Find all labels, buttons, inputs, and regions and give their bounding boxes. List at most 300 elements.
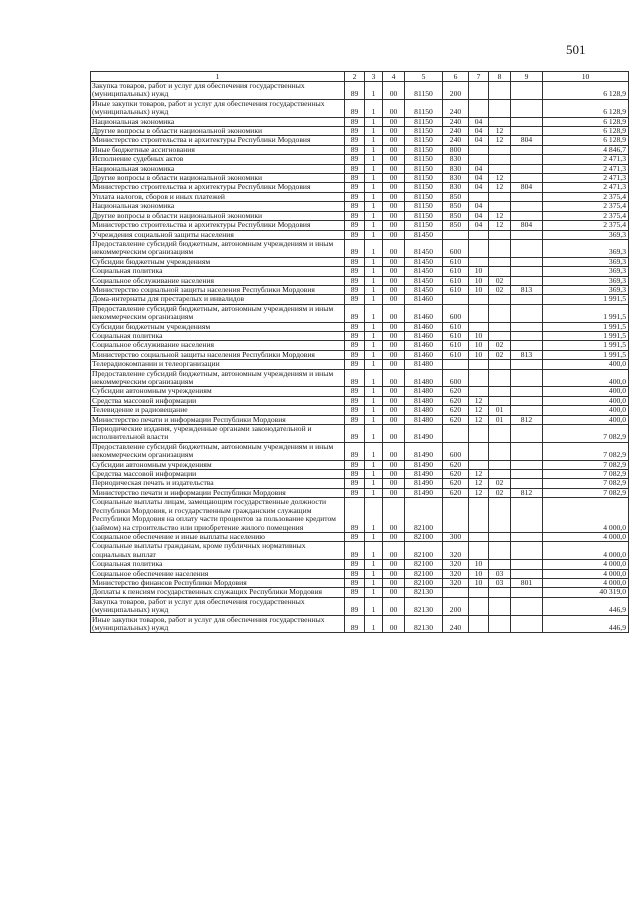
table-cell: 6 128,9 [543,82,629,100]
table-cell: Социальное обслуживание населения [91,276,345,285]
table-cell: 4 000,0 [543,542,629,560]
table-cell: 81460 [405,304,443,322]
table-cell: 00 [383,239,405,257]
table-cell: 1 [365,304,383,322]
table-cell: 82100 [405,542,443,560]
table-row [91,588,629,597]
table-cell: 1 [365,442,383,460]
table-cell: 89 [345,155,365,164]
table-cell: 1 [365,396,383,405]
table-cell: 1 [365,341,383,350]
table-cell: Субсидии автономным учреждениям [91,387,345,396]
table-cell: 1 [365,183,383,192]
table-cell [469,257,489,266]
table-cell: 801 [511,578,543,587]
table-cell: 00 [383,192,405,201]
table-header-row [91,72,629,82]
table-row [91,276,629,285]
table-cell [511,304,543,322]
table-cell [511,460,543,469]
table-cell: 81150 [405,145,443,154]
table-cell: 89 [345,145,365,154]
table-cell: 81150 [405,99,443,117]
table-cell [443,295,469,304]
table-cell: 89 [345,470,365,479]
table-row [91,331,629,340]
table-cell [469,542,489,560]
table-cell: 610 [443,341,469,350]
table-row [91,396,629,405]
table-cell: Министерство социальной защиты населения Республики Мордовия [91,285,345,294]
table-cell: 369,3 [543,257,629,266]
table-cell: 00 [383,136,405,145]
table-cell: 82100 [405,569,443,578]
table-cell [511,387,543,396]
table-cell: 7 082,9 [543,479,629,488]
table-cell: 600 [443,442,469,460]
table-cell: 600 [443,304,469,322]
table-cell [511,211,543,220]
table-cell [489,360,511,369]
table-cell [511,615,543,633]
table-cell [489,295,511,304]
table-cell: Иные закупки товаров, работ и услуг для обеспечения государственных (муниципальных) нужд [91,615,345,633]
table-cell: 7 082,9 [543,442,629,460]
table-cell: 89 [345,498,365,533]
table-row [91,202,629,211]
table-cell [489,155,511,164]
table-cell: 300 [443,532,469,541]
table-cell: 89 [345,295,365,304]
table-cell: 400,0 [543,360,629,369]
table-cell: Дома-интернаты для престарелых и инвалидов [91,295,345,304]
table-cell [489,498,511,533]
table-cell: 240 [443,136,469,145]
table-cell [511,569,543,578]
table-cell: 200 [443,82,469,100]
table-cell: 1 [365,174,383,183]
table-cell [489,470,511,479]
table-cell: 81480 [405,406,443,415]
table-cell: 4 000,0 [543,578,629,587]
table-cell: 1 991,5 [543,331,629,340]
table-cell [511,322,543,331]
table-cell: 620 [443,479,469,488]
table-cell: Социальные выплаты лицам, замещающим государственные должности Республики Мордовия, и государственным гражданским служащим Республики Мордовия на оплату части процентов за пользование кредитом (займом) на строительство или приобретение жилого помещения [91,498,345,533]
table-cell: 89 [345,127,365,136]
table-cell: 12 [489,136,511,145]
table-cell: Министерство печати и информации Республики Мордовия [91,415,345,424]
table-cell: 81150 [405,127,443,136]
table-cell [469,442,489,460]
table-cell [469,82,489,100]
table-cell: 04 [469,164,489,173]
table-cell: 804 [511,221,543,230]
table-cell: 01 [489,415,511,424]
table-cell: 89 [345,276,365,285]
table-cell: 81490 [405,442,443,460]
table-cell: 804 [511,183,543,192]
table-cell: 1 [365,460,383,469]
table-cell: 82100 [405,498,443,533]
table-cell: Министерство печати и информации Республики Мордовия [91,488,345,497]
table-cell: 6 128,9 [543,136,629,145]
table-cell: 40 319,0 [543,588,629,597]
table-cell: 813 [511,350,543,359]
table-cell: 1 991,5 [543,304,629,322]
table-cell: 813 [511,285,543,294]
table-cell: 81490 [405,479,443,488]
column-header: 9 [511,72,543,82]
table-cell: 00 [383,82,405,100]
table-cell: 81450 [405,239,443,257]
table-cell [511,542,543,560]
table-cell: 02 [489,488,511,497]
table-cell: 00 [383,183,405,192]
table-cell [489,542,511,560]
table-row [91,406,629,415]
table-cell: 82100 [405,578,443,587]
table-cell: 04 [469,183,489,192]
table-row [91,267,629,276]
table-cell: 00 [383,488,405,497]
table-cell: 89 [345,588,365,597]
table-cell: 1 [365,425,383,443]
table-cell [511,442,543,460]
table-cell: 00 [383,406,405,415]
table-cell: 1 [365,257,383,266]
table-cell: 81480 [405,396,443,405]
table-cell: Министерство строительства и архитектуры Республики Мордовия [91,221,345,230]
table-cell: 1 [365,192,383,201]
table-cell: 89 [345,183,365,192]
table-cell: 610 [443,285,469,294]
table-cell: 200 [443,597,469,615]
table-cell: 1 [365,560,383,569]
column-header: 6 [443,72,469,82]
table-cell: 2 471,3 [543,164,629,173]
table-row [91,560,629,569]
table-cell: 10 [469,267,489,276]
table-cell: 00 [383,127,405,136]
table-cell: 89 [345,239,365,257]
table-cell: 6 128,9 [543,127,629,136]
table-cell [511,341,543,350]
table-cell: 400,0 [543,396,629,405]
table-cell: 1 [365,569,383,578]
table-cell: 00 [383,479,405,488]
table-cell [489,192,511,201]
table-cell [511,202,543,211]
table-cell: 2 471,3 [543,183,629,192]
table-cell [469,322,489,331]
table-cell: 1 [365,230,383,239]
table-cell: 10 [469,276,489,285]
table-cell: 4 846,7 [543,145,629,154]
table-cell: 00 [383,155,405,164]
table-cell: 10 [469,578,489,587]
table-cell: 1 [365,498,383,533]
table-cell: 00 [383,569,405,578]
table-cell [511,295,543,304]
table-cell [511,127,543,136]
table-row [91,257,629,266]
table-cell: Национальная экономика [91,202,345,211]
table-cell: Субсидии бюджетным учреждениям [91,257,345,266]
table-cell: Предоставление субсидий бюджетным, автономным учреждениям и иным некоммерческим организациям [91,369,345,387]
table-cell: 400,0 [543,387,629,396]
table-cell: 81450 [405,230,443,239]
table-cell: Министерство финансов Республики Мордовия [91,578,345,587]
table-cell: 7 082,9 [543,460,629,469]
table-cell: 610 [443,322,469,331]
table-cell: 00 [383,304,405,322]
table-cell [443,360,469,369]
table-row [91,99,629,117]
table-cell: 00 [383,295,405,304]
page-number: 501 [566,42,586,57]
table-cell: 81150 [405,211,443,220]
table-cell: 2 375,4 [543,221,629,230]
table-row [91,322,629,331]
table-row [91,164,629,173]
table-cell: 89 [345,597,365,615]
table-cell: 400,0 [543,406,629,415]
table-cell: 04 [469,136,489,145]
table-cell [469,369,489,387]
table-cell: 89 [345,221,365,230]
table-cell [489,145,511,154]
table-cell: 1 [365,285,383,294]
table-cell: 03 [489,578,511,587]
table-cell: 89 [345,202,365,211]
table-cell: 1 [365,597,383,615]
table-cell [511,396,543,405]
table-cell [489,117,511,126]
table-cell [511,498,543,533]
table-cell: 369,3 [543,239,629,257]
table-cell [443,230,469,239]
table-cell: Социальное обеспечение и иные выплаты населению [91,532,345,541]
table-cell: 4 000,0 [543,532,629,541]
table-row [91,117,629,126]
table-cell: 04 [469,202,489,211]
table-cell: 12 [469,479,489,488]
table-cell [511,369,543,387]
table-cell [511,406,543,415]
table-cell: 1 [365,406,383,415]
table-cell: 81450 [405,267,443,276]
table-cell: 00 [383,578,405,587]
table-cell: Национальная экономика [91,164,345,173]
table-cell: 1 991,5 [543,350,629,359]
table-cell: 12 [469,470,489,479]
table-cell [511,360,543,369]
table-row [91,350,629,359]
table-cell: Социальная политика [91,560,345,569]
table-cell: 89 [345,99,365,117]
table-cell [511,174,543,183]
table-cell: 830 [443,164,469,173]
table-cell: 600 [443,239,469,257]
table-cell [511,82,543,100]
table-cell: 2 471,3 [543,174,629,183]
table-cell: 82100 [405,560,443,569]
table-cell: 812 [511,488,543,497]
table-cell: 12 [489,174,511,183]
table-cell [511,331,543,340]
table-cell: 620 [443,415,469,424]
table-cell: 610 [443,276,469,285]
table-cell: 02 [489,350,511,359]
table-cell: 02 [489,341,511,350]
table-cell: 01 [489,406,511,415]
table-cell: 7 082,9 [543,488,629,497]
table-row [91,127,629,136]
table-cell: Социальное обеспечение населения [91,569,345,578]
table-cell: Предоставление субсидий бюджетным, автономным учреждениям и иным некоммерческим организациям [91,239,345,257]
table-cell: 6 128,9 [543,117,629,126]
table-cell: 12 [469,488,489,497]
table-cell: 81450 [405,285,443,294]
table-row [91,183,629,192]
table-cell: 1 [365,136,383,145]
table-row [91,542,629,560]
table-cell: 81150 [405,136,443,145]
table-cell: 00 [383,276,405,285]
table-cell [489,396,511,405]
table-cell: 240 [443,117,469,126]
table-cell: 04 [469,221,489,230]
table-cell: 1 [365,221,383,230]
table-cell: 00 [383,285,405,294]
table-cell: Социальные выплаты гражданам, кроме публичных нормативных социальных выплат [91,542,345,560]
table-cell [511,192,543,201]
table-cell: 00 [383,257,405,266]
table-cell [489,267,511,276]
table-cell: 2 375,4 [543,202,629,211]
table-cell: 00 [383,615,405,633]
table-row [91,415,629,424]
table-cell: 830 [443,155,469,164]
table-cell: 1 [365,211,383,220]
table-cell: 89 [345,615,365,633]
table-cell: 1 991,5 [543,341,629,350]
table-cell: 89 [345,488,365,497]
table-row [91,221,629,230]
table-cell: 00 [383,331,405,340]
table-cell: Социальная политика [91,331,345,340]
table-cell: 00 [383,267,405,276]
table-cell: 89 [345,267,365,276]
table-cell: 240 [443,127,469,136]
table-cell [489,164,511,173]
table-row [91,82,629,100]
table-cell: 610 [443,257,469,266]
table-cell: 369,3 [543,276,629,285]
table-row [91,304,629,322]
table-cell: 1 [365,322,383,331]
table-cell: 00 [383,350,405,359]
table-cell: 1 [365,127,383,136]
table-row [91,360,629,369]
table-cell [489,202,511,211]
table-cell: 81460 [405,322,443,331]
table-cell [443,425,469,443]
table-cell: 1 [365,82,383,100]
table-cell: 4 000,0 [543,560,629,569]
table-cell: 00 [383,532,405,541]
table-cell [489,230,511,239]
table-cell [469,532,489,541]
table-cell [489,460,511,469]
table-row [91,578,629,587]
table-cell: 00 [383,341,405,350]
table-cell: 6 128,9 [543,99,629,117]
table-cell: 00 [383,164,405,173]
table-cell [469,597,489,615]
table-cell: Закупка товаров, работ и услуг для обеспечения государственных (муниципальных) нужд [91,597,345,615]
table-cell: 610 [443,350,469,359]
table-cell: Социальное обслуживание населения [91,341,345,350]
table-cell: 89 [345,532,365,541]
table-cell: 446,9 [543,597,629,615]
table-cell: 610 [443,331,469,340]
table-cell: 369,3 [543,230,629,239]
table-cell [489,387,511,396]
table-cell: 7 082,9 [543,425,629,443]
table-row [91,239,629,257]
table-cell [469,192,489,201]
table-cell: 369,3 [543,267,629,276]
table-cell: 2 375,4 [543,211,629,220]
table-cell [469,387,489,396]
table-cell [511,145,543,154]
column-header: 10 [543,72,629,82]
table-cell: 81450 [405,276,443,285]
table-row [91,369,629,387]
table-cell: 369,3 [543,285,629,294]
table-cell: Министерство социальной защиты населения Республики Мордовия [91,350,345,359]
table-cell: 12 [469,396,489,405]
table-cell: 00 [383,387,405,396]
table-cell: 81150 [405,164,443,173]
table-cell: Телевидение и радиовещание [91,406,345,415]
table-row [91,387,629,396]
table-cell: 81450 [405,257,443,266]
table-cell: 1 [365,276,383,285]
table-row [91,192,629,201]
table-row [91,488,629,497]
table-cell: 81460 [405,295,443,304]
table-cell: Закупка товаров, работ и услуг для обеспечения государственных (муниципальных) нужд [91,82,345,100]
table-cell: 1 991,5 [543,295,629,304]
table-row [91,569,629,578]
table-cell: 1 [365,155,383,164]
table-cell: 610 [443,267,469,276]
table-cell: 82130 [405,597,443,615]
table-cell: 81480 [405,415,443,424]
table-cell: 81490 [405,488,443,497]
table-cell: 1 [365,479,383,488]
table-row [91,532,629,541]
table-cell: 00 [383,221,405,230]
table-cell [511,588,543,597]
table-cell: Другие вопросы в области национальной экономики [91,174,345,183]
table-cell: 00 [383,174,405,183]
table-cell: 1 [365,532,383,541]
table-cell [511,117,543,126]
